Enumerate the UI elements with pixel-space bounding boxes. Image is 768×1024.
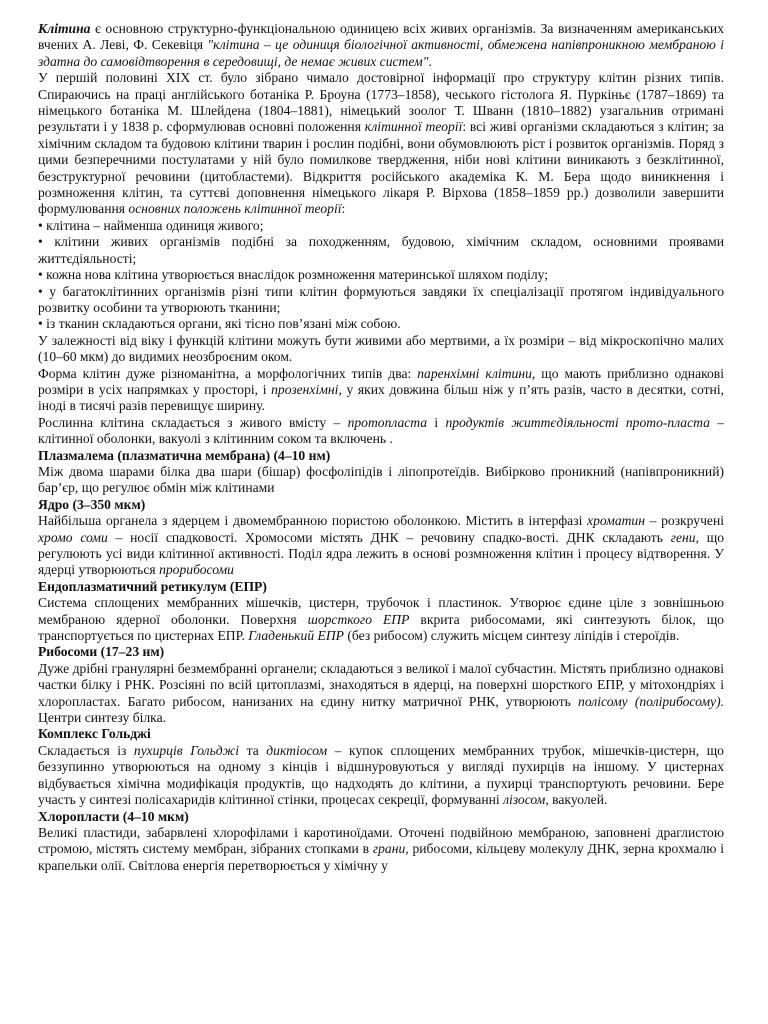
- plant-cell-paragraph: Рослинна клітина складається з живого вмісту – протопласта і продуктів життєдіяльності прото-пласта – клітинної оболонки, вакуолі з клітинним соком та включень .: [38, 414, 725, 447]
- list-item: • клітина – найменша одиниця живого;: [38, 217, 264, 233]
- term-cell-theory-principles: основних положень клітинної теорії: [128, 201, 342, 217]
- section-heading-chloroplasts: Хлоропласти (4–10 мкм): [38, 808, 189, 824]
- chloroplasts-paragraph: Великі пластиди, забарвлені хлорофілами і каротиноїдами. Оточені подвійною мембраною, заповнені драглистою стромою, містять систему мембран, зібраних стопками в грани, рибосоми, кільцеву молекулу ДНК, зерна крохмалю і крапельки олії. Світлова енергія перетворюється у хімічну у: [38, 824, 724, 873]
- term-cell: Клітина: [38, 21, 91, 36]
- list-item: • клітини живих організмів подібні за походженням, будовою, хімічним складом, основними проявами життєдіяльності;: [38, 234, 724, 266]
- ribosomes-paragraph: Дуже дрібні гранулярні безмембранні органели; складаються з великої і малої субчастин. Містять приблизно однакові частки білку і РНК. Розсіяні по всій цитоплазмі, знаходяться в ядерці, на поверхні шорсткого ЕПР, у мітохондріях і хлоропластах. Багато рибосом, нанизаних на єдину нитку матричної РНК, утворюють полісому (полірибосому). Центри синтезу білка.: [38, 660, 725, 726]
- list-item: • у багатоклітинних організмів різні типи клітин формуються завдяки їх спеціалізації протягом індивідуального розвитку особини та утворюють тканини;: [38, 283, 724, 315]
- size-paragraph: У залежності від віку і функцій клітини можуть бути живими або мертвими, а їх розміри – від мікроскопічно малих (10–60 мкм) до видимих неозброєним оком.: [38, 332, 724, 365]
- golgi-paragraph: Складається із пухирців Гольджі та диктіосом – купок сплощених мембранних трубок, мішечків-цистерн, що беззупинно утворюються на одному з кінців і відшнуровуються у вигляді пухирців на іншому. У цистернах відбувається хімічна модифікація продуктів, що надходять до клітини, а пухирці транспортують речовини. Бере участь у синтезі полісахаридів клітинної стінки, процесах секреції, формуванні лізосом, вакуолей.: [38, 742, 724, 808]
- list-item: • із тканин складаються органи, які тісно пов’язані між собою.: [38, 316, 401, 332]
- list-item: • кожна нова клітина утворюється внаслідок розмноження материнської шляхом поділу;: [38, 267, 549, 283]
- section-heading-golgi: Комплекс Гольджі: [38, 726, 151, 742]
- er-paragraph: Система сплощених мембранних мішечків, цистерн, трубочок і пластинок. Утворює єдине ціле з зовнішньою мембраною ядерної оболонки. Поверхня шорсткого ЕПР вкрита рибосомами, які синтезують білок, що транспортується по цистернах ЕПР. Гладенький ЕПР (без рибосом) служить місцем синтезу ліпідів і стероїдів.: [38, 595, 724, 644]
- intro-paragraph: Клітина є основною структурно-функціональною одиницею всіх живих організмів. За визначенням американських вчених А. Леві, Ф. Секевіця "клітина – це одиниця біологічної активності, обмежена напівпроникною мембраною і здатна до самовідтворення в середовищі, де немає живих систем".: [38, 21, 724, 69]
- nucleus-paragraph: Найбільша органела з ядерцем і двомембранною пористою оболонкою. Містить в інтерфазі хроматин – розкручені хромо соми – носії спадковості. Хромосоми містять ДНК – речовину спадко-вості. ДНК складають гени, що регулюють усі види клітинної активності. Поділ ядра лежить в основі розмноження клітин і процесу відтворення. У ядерці утворюються прорибосоми: [38, 513, 725, 578]
- section-heading-er: Ендоплазматичний ретикулум (ЕПР): [38, 578, 267, 594]
- section-heading-plasmalemma: Плазмалема (плазматична мембрана) (4–10 нм): [38, 447, 331, 463]
- forms-paragraph: Форма клітин дуже різноманітна, а морфологічних типів два: паренхімні клітини, що мають приблизно однакові розміри в усіх напрямках у просторі, і прозенхімні, у яких довжина більш ніж у п’ять разів, часто в десятки, сотні, іноді в тисячі разів перевищує ширину.: [38, 365, 725, 414]
- history-paragraph: У першій половині XIX ст. було зібрано чимало достовірної інформації про структуру клітин різних типів. Спираючись на праці англійського ботаніка Р. Броуна (1773–1858), чеського гістолога Я. Пуркіньє (1787–1869) та німецького ботаніка М. Шлейдена (1804–1881), німецький зоолог Т. Шванн (1810–1882) узагальнив отримані результати і у 1838 р. сформулював основні положення клітинної теорії: всі живі організми складаються з клітин; за хімічним складом та будовою клітини тварин і рослин подібні, вони обумовлюють ріст і розвиток організмів. Поряд з цими безперечними постулатами у ній було помилкове твердження, ніби нові клітини виникають з безклітинної, безструктурної речовини (цитобластеми). Відкриття російського академіка К. М. Бера щодо виникнення і розмноження клітин, та суттєві доповнення німецького лікаря Р. Вірхова (1858–1859 рр.) дозволили завершити формулювання основних положень клітинної теорії:: [38, 70, 724, 217]
- plasmalemma-paragraph: Між двома шарами білка два шари (бішар) фосфоліпідів і ліпопротеїдів. Вибірково проникний (напівпроникний) бар’єр, що регулює обмін між клітинами: [38, 463, 724, 496]
- cell-definition-quote: "клітина – це одиниця біологічної активності, обмежена напівпроникною мембраною і здатна до самовідтворення в середовищі, де немає живих систем": [38, 37, 724, 69]
- intro-text: є основною структурно-функціональною одиницею всіх живих організмів. За визначенням американських вчених А. Леві, Ф. Секевіця: [38, 21, 724, 53]
- term-cell-theory: клітинної теорії: [364, 119, 463, 135]
- section-heading-nucleus: Ядро (3–350 мкм): [38, 496, 146, 512]
- section-heading-ribosomes: Рибосоми (17–23 нм): [38, 644, 165, 660]
- document-page: [38, 21, 724, 874]
